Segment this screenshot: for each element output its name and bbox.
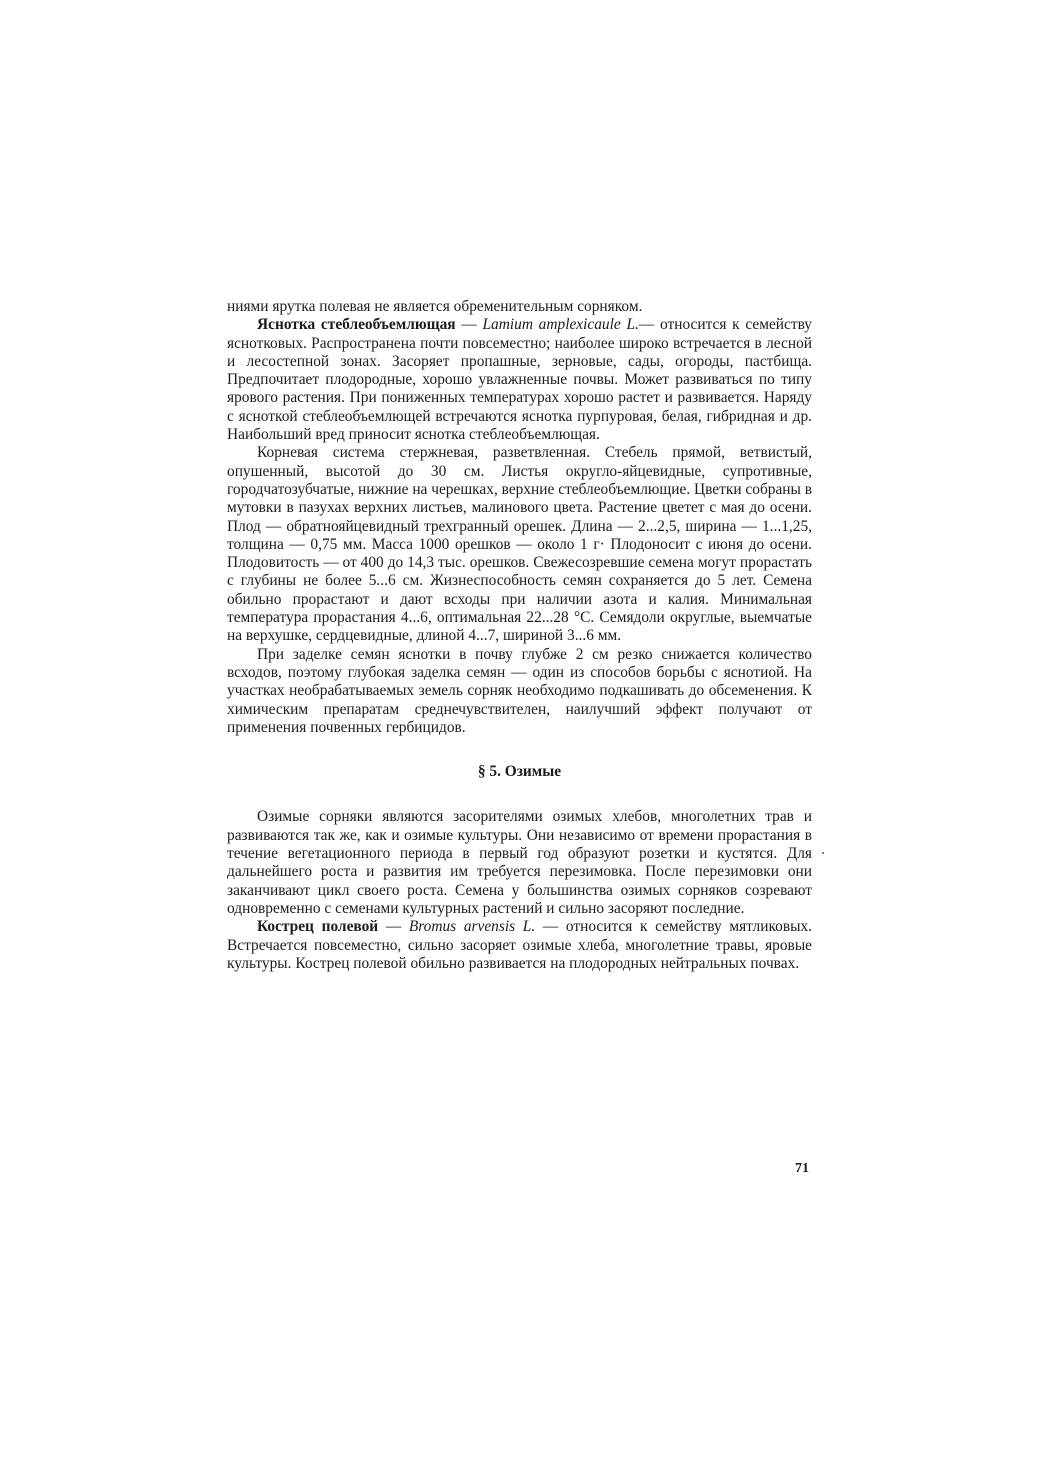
scan-speck <box>822 852 824 854</box>
dash-bromus: — <box>378 918 409 936</box>
paragraph-description: Корневая система стержневая, разветвленная. Стебель прямой, ветвистый, опушенный, высотой до 30 см. Листья округло-яйцевидные, супротивные, городчатозубчатые, нижние на черешках, верхние стеблеобъемлющие. Цветки собраны в мутовки в пазухах верхних листьев, малинового цвета. Растение цветет с мая до осени. Плод — обратнояйцевидный трехгранный орешек. Длина — 2...2,5, ширина — 1...1,25, толщина — 0,75 мм. Масса 1000 орешков — около 1 г· Плодоносит с июня до осени. Плодовитость — от 400 до 14,3 тыс. орешков. Свежесозревшие семена могут прорастать с глубины не более 5...6 см. Жизнеспособность семян сохраняется до 5 лет. Семена обильно прорастают и дают всходы при наличии азота и калия. Минимальная температура прорастания 4...6, оптимальная 22...28 °С. Семядоли округлые, выемчатые на верхушке, сердцевидные, длиной 4...7, шириной 3...6 мм. <box>227 444 812 645</box>
latin-name-bromus: Bromus arvensis L. <box>408 918 536 936</box>
term-bromus: Кострец полевой <box>257 918 379 936</box>
text-lamium: — относится к семейству яснотковых. Распространена почти повсеместно; наиболее широко встречается в лесной и лесостепной зонах. Засоряет пропашные, зерновые, сады, огороды, пастбища. Предпочитает плодородные, хорошо увлажненные почвы. Может развиваться по типу ярового растения. При пониженных температурах хорошо растет и развивается. Наряду с ясноткой стеблеобъемлющей встречаются яснотка пурпуровая, белая, гибридная и др. Наибольший вред приносит яснотка стеблеобъемлющая. <box>227 316 813 444</box>
paragraph-lamium <box>227 316 812 444</box>
latin-name-lamium: Lamium amplexicaule L. <box>482 316 639 334</box>
paragraph-bromus <box>227 918 812 973</box>
page-number: 71 <box>795 1161 809 1176</box>
page-text-block <box>227 298 812 973</box>
term-lamium: Яснотка стеблеобъемлющая <box>257 316 456 334</box>
section-heading: § 5. Озимые <box>477 763 562 781</box>
paragraph-continuation: ниями ярутка полевая не является обременительным сорняком. <box>227 298 643 315</box>
paragraph-control: При заделке семян яснотки в почву глубже 2 см резко снижается количество всходов, поэтому глубокая заделка семян — один из способов борьбы с яснотиой. На участках необрабатываемых земель сорняк необходимо подкашивать до обсеменения. К химическим препаратам среднечувствителен, наилучший эффект получают от применения почвенных гербицидов. <box>227 645 812 736</box>
dash-lamium: — <box>455 316 483 334</box>
text-bromus: — относится к семейству мятликовых. Встречается повсеместно, сильно засоряет озимые хлеба, многолетние травы, яровые культуры. Кострец полевой обильно развивается на плодородных нейтральных почвах. <box>227 918 812 972</box>
paragraph-winter-weeds: Озимые сорняки являются засорителями озимых хлебов, многолетних трав и развиваются так же, как и озимые культуры. Они независимо от времени прорастания в течение вегетационного периода в первый год образуют розетки и кустятся. Для дальнейшего роста и развития им требуется перезимовка. После перезимовки они заканчивают цикл своего роста. Семена у большинства озимых сорняков созревают одновременно с семенами культурных растений и сильно засоряют последние. <box>227 808 812 917</box>
